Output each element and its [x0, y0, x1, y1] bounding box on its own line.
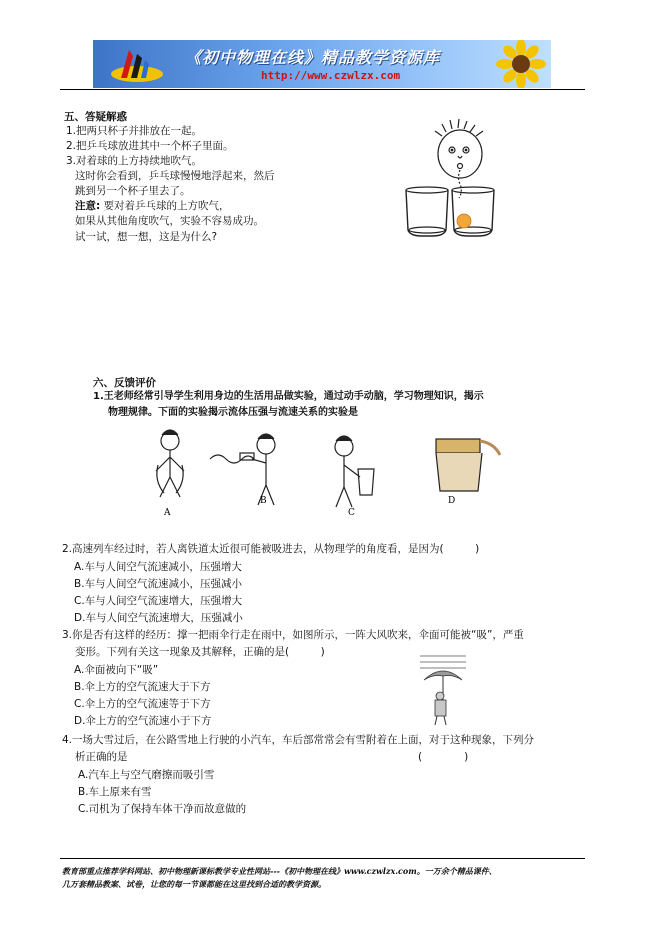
q3-option-c: C.伞上方的空气流速等于下方: [74, 698, 211, 710]
section5-step-3: 3.对着球的上方持续地吹气。: [66, 155, 203, 167]
section5-heading: 五、答疑解惑: [64, 111, 127, 123]
q1-stem-2: 物理规律。下面的实验揭示流体压强与流速关系的实验是: [108, 407, 358, 418]
q1-stem-1: 1.王老师经常引导学生利用身边的生活用品做实验，通过动手动脑，学习物理知识，揭示: [93, 391, 484, 402]
q4-option-c: C.司机为了保持车体干净而故意做的: [78, 803, 247, 815]
section5-note: [75, 199, 230, 213]
q3-stem-1: 3.你是否有这样的经历：撑一把雨伞行走在雨中，如图所示，一阵大风吹来，伞面可能被“吸”，严重: [62, 629, 524, 641]
footer-rule: [60, 858, 585, 859]
section5-observe-2: 跳到另一个杯子里去了。: [75, 185, 191, 197]
note-text: 要对着乒乓球的上方吹气，: [103, 200, 230, 212]
q3-option-b: B.伞上方的空气流速大于下方: [74, 681, 211, 693]
ping-pong-ball-icon: [457, 214, 471, 228]
section5-step-1: 1.把两只杯子并排放在一起。: [66, 125, 203, 137]
umbrella-illustration: [418, 652, 468, 726]
q2-option-a: A.车与人间空气流速减小，压强增大: [74, 561, 242, 573]
q3-option-a: A.伞面被向下“吸”: [74, 664, 159, 676]
q3-stem-2: 变形。下列有关这一现象及其解释，正确的是( ): [75, 646, 325, 658]
section6-heading: 六、反馈评价: [93, 377, 156, 389]
q4-option-a: A.汽车上与空气磨擦而吸引雪: [78, 769, 215, 781]
banner-title: 《初中物理在线》精品教学资源库: [185, 48, 441, 67]
q4-answer-blank: ( ): [418, 751, 469, 763]
q1-label-a: A: [164, 508, 171, 517]
section5-observe-1: 这时你会看到，乒乓球慢慢地浮起来，然后: [75, 170, 275, 182]
q2-option-b: B.车与人间空气流速减小，压强减小: [74, 578, 243, 590]
q2-option-c: C.车与人间空气流速增大，压强增大: [74, 595, 243, 607]
note-label: 注意:: [75, 200, 101, 212]
header-banner: [93, 40, 551, 88]
banner-url[interactable]: http://www.czwlzx.com: [261, 69, 401, 82]
q3-option-d: D.伞上方的空气流速小于下方: [74, 715, 212, 727]
sunflower-icon: [491, 40, 551, 88]
footer-line-2: 几万套精品教案、试卷，让您的每一节课都能在这里找到合适的教学资源。: [62, 879, 326, 889]
q1-label-b: B: [260, 496, 267, 506]
q1-label-d: D: [448, 496, 456, 506]
blowing-cups-illustration: [400, 118, 510, 243]
section5-note-2: 如果从其他角度吹气，实验不容易成功。: [75, 215, 264, 227]
q2-option-d: D.车与人间空气流速增大，压强减小: [74, 612, 243, 624]
section5-think: 试一试，想一想，这是为什么?: [75, 231, 218, 243]
section5-step-2: 2.把乒乓球放进其中一个杯子里面。: [66, 140, 234, 152]
q4-stem-1: 4.一场大雪过后，在公路雪地上行驶的小汽车，车后部常常会有雪附着在上面，对于这种现象，下列分: [62, 734, 535, 746]
q1-label-c: C: [348, 508, 355, 517]
footer-line-1: 教育部重点推荐学科网站、初中物理新课标教学专业性网站---《初中物理在线》www.czwlzx.com。一万余个精品课件、: [62, 866, 497, 876]
q4-option-b: B.车上原来有雪: [78, 786, 152, 798]
site-logo-icon: [107, 44, 167, 86]
q4-stem-2: 析正确的是: [75, 751, 128, 763]
q1-experiments-illustration: [148, 425, 508, 517]
header-rule: [60, 89, 585, 90]
q2-stem: 2.高速列车经过时，若人离铁道太近很可能被吸进去，从物理学的角度看，是因为( ): [62, 543, 480, 555]
